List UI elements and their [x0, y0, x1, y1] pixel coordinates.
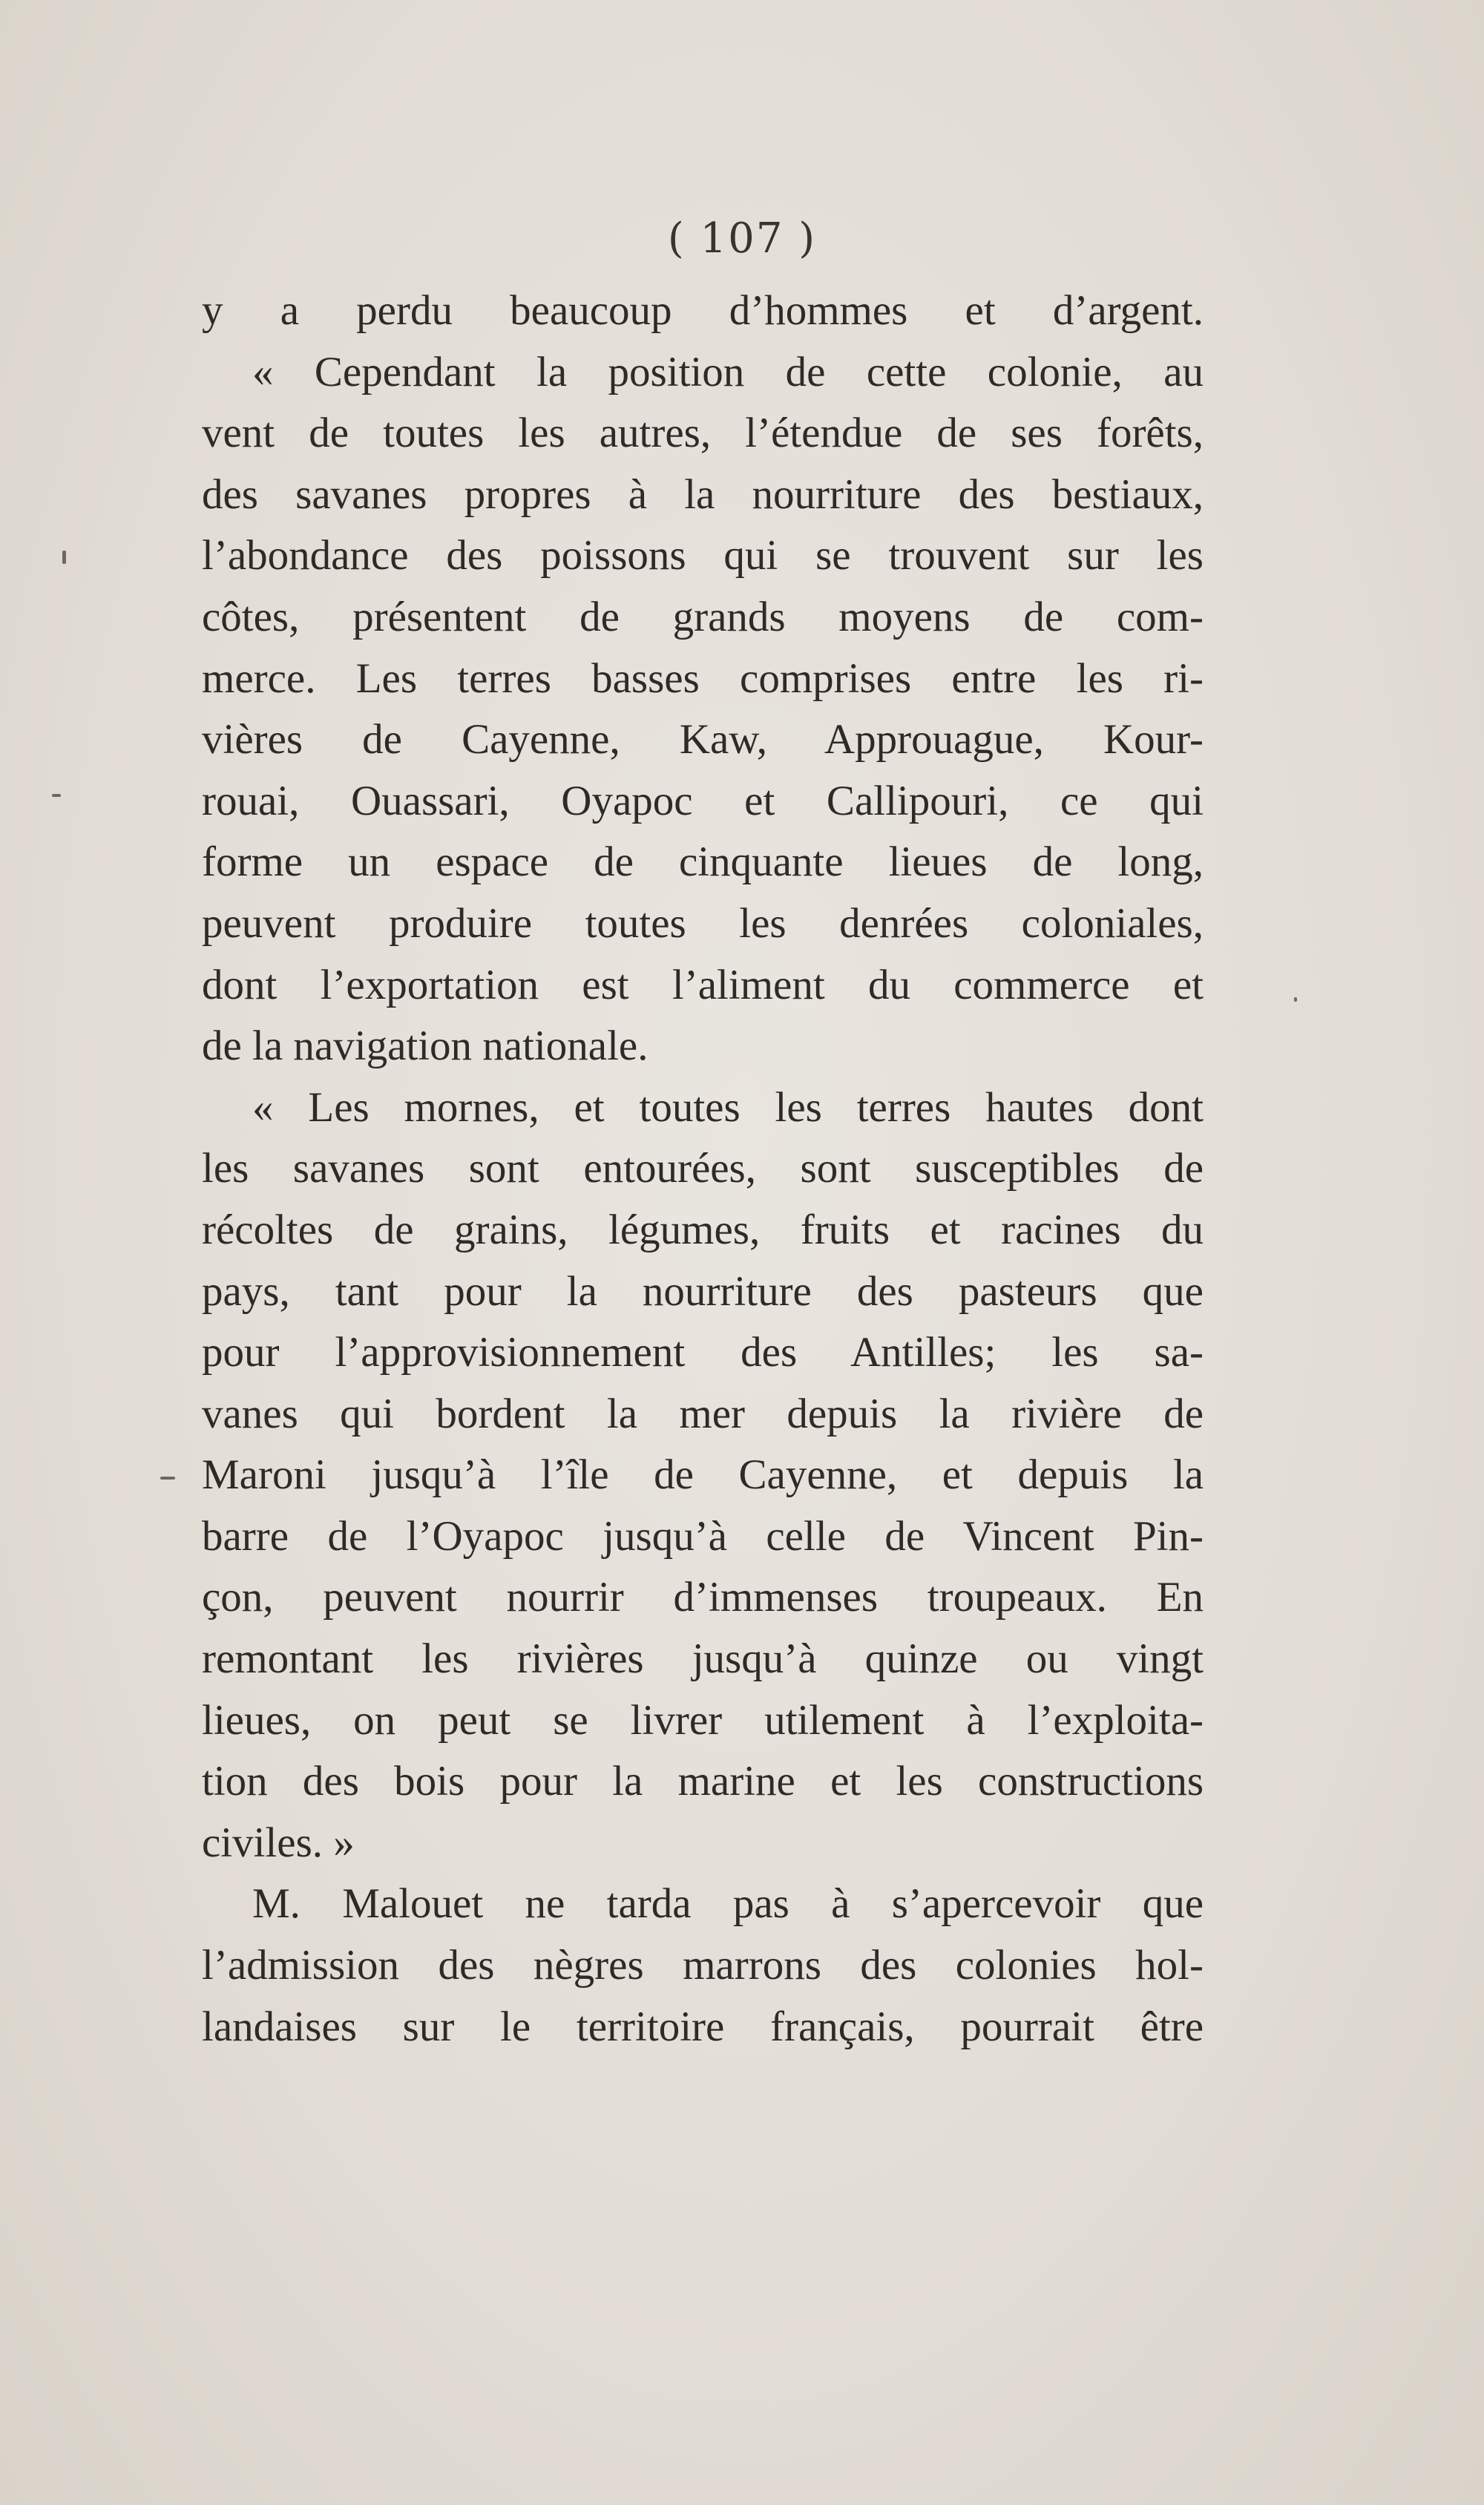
text-line: barre de l’Oyapoc jusqu’à celle de Vincent Pin- [202, 1512, 1204, 1560]
margin-mark [160, 1477, 175, 1480]
margin-mark [62, 551, 66, 564]
text-line: çon, peuvent nourrir d’immenses troupeaux. En [202, 1574, 1204, 1621]
text-line: rouai, Ouassari, Oyapoc et Callipouri, ce qui [202, 777, 1204, 824]
text-line: l’abondance des poissons qui se trouvent sur les [202, 532, 1204, 580]
body-text [202, 280, 1204, 2058]
text-line: landaises sur le territoire français, pourrait être [202, 2003, 1204, 2050]
margin-mark [1294, 997, 1297, 1002]
text-line: vières de Cayenne, Kaw, Approuague, Kour- [202, 716, 1204, 764]
text-line: de la navigation nationale. [202, 1022, 649, 1070]
margin-mark [52, 794, 61, 797]
text-line: vent de toutes les autres, l’étendue de ses forêts, [202, 410, 1204, 457]
text-line: dont l’exportation est l’aliment du commerce et [202, 961, 1204, 1008]
page-number: ( 107 ) [667, 214, 817, 263]
text-line: civiles. » [202, 1819, 355, 1866]
text-line: récoltes de grains, légumes, fruits et racines du [202, 1206, 1204, 1253]
text-line: tion des bois pour la marine et les constructions [202, 1758, 1204, 1805]
text-line: pays, tant pour la nourriture des pasteurs que [202, 1267, 1204, 1315]
text-line: côtes, présentent de grands moyens de com- [202, 593, 1204, 640]
text-line: y a perdu beaucoup d’hommes et d’argent. [202, 287, 1204, 334]
text-line: vanes qui bordent la mer depuis la rivière de [202, 1390, 1204, 1437]
text-line: peuvent produire toutes les denrées coloniales, [202, 899, 1204, 947]
text-line: remontant les rivières jusqu’à quinze ou vingt [202, 1635, 1204, 1683]
text-line: « Les mornes, et toutes les terres hautes dont [252, 1083, 1204, 1131]
text-line: des savanes propres à la nourriture des bestiaux, [202, 470, 1204, 518]
text-line: l’admission des nègres marrons des colonies hol- [202, 1942, 1204, 1989]
text-line: pour l’approvisionnement des Antilles; les sa- [202, 1329, 1204, 1376]
text-line: M. Malouet ne tarda pas à s’apercevoir que [252, 1880, 1204, 1928]
text-line: les savanes sont entourées, sont susceptibles de [202, 1145, 1204, 1192]
text-line: lieues, on peut se livrer utilement à l’exploita- [202, 1696, 1204, 1744]
text-line: forme un espace de cinquante lieues de long, [202, 838, 1204, 886]
text-line: merce. Les terres basses comprises entre les ri- [202, 654, 1204, 702]
text-line: Maroni jusqu’à l’île de Cayenne, et depuis la [202, 1451, 1204, 1499]
text-line: « Cependant la position de cette colonie, au [252, 348, 1204, 395]
